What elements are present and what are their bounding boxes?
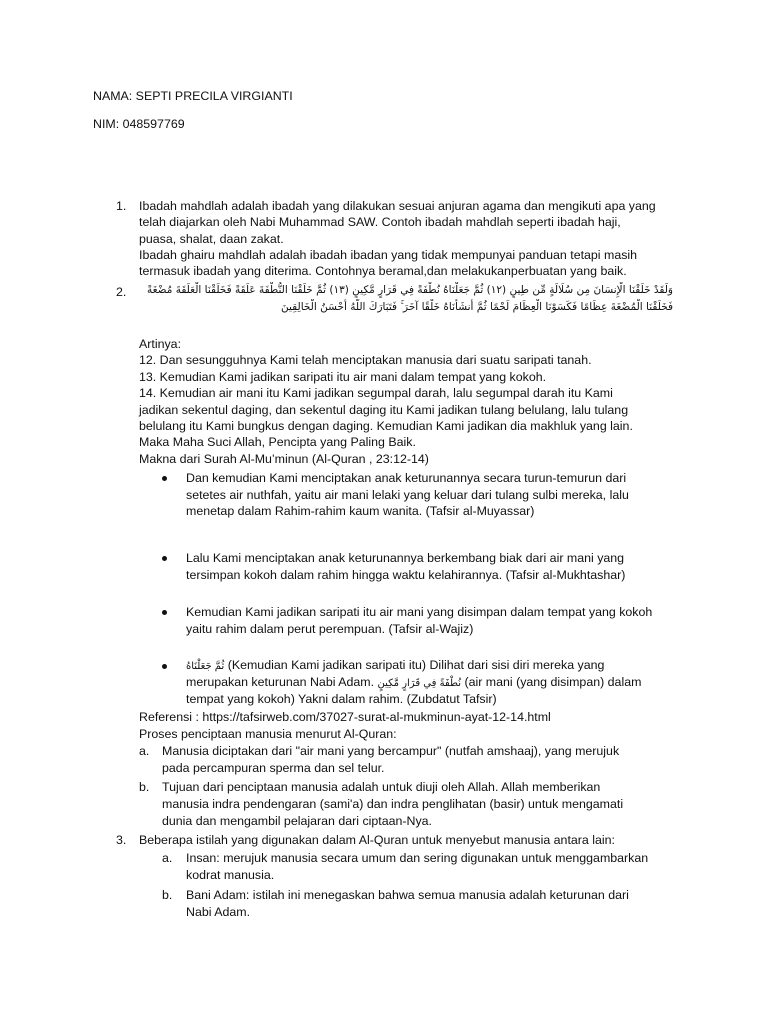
proses-title: Proses penciptaan manusia menurut Al-Quran: <box>139 727 397 741</box>
list-line: Tujuan dari penciptaan manusia adalah untuk diuji oleh Allah. Allah memberikan <box>162 780 601 794</box>
list-letter: a. <box>139 744 150 758</box>
list-letter: a. <box>162 851 173 865</box>
list-line: Bani Adam: istilah ini menegaskan bahwa semua manusia adalah keturunan dari <box>186 888 629 902</box>
q1-line: Ibadah ghairu mahdlah adalah ibadah ibadan yang tidak mempunyai panduan tetapi masih <box>139 248 638 262</box>
artinya-line: Maka Maha Suci Allah, Pencipta yang Paling Baik. <box>139 435 416 449</box>
referensi-text: Referensi : https://tafsirweb.com/37027-surat-al-mukminun-ayat-12-14.html <box>139 710 551 724</box>
list-letter: b. <box>139 780 150 794</box>
arabic-inline: ثُمَّ جَعَلْنَاهُ <box>186 661 225 672</box>
bullet-line: merupakan keturunan Nabi Adam. نُطْفَةً فِي قَرَارٍ مَّكِينٍ (air mani (yang disimpan) dalam <box>186 675 642 689</box>
list-line: Nabi Adam. <box>186 905 251 919</box>
list-line: Manusia diciptakan dari "air mani yang bercampur" (nutfah amshaaj), yang merujuk <box>162 744 620 758</box>
q2-number: 2. <box>116 285 127 299</box>
q3-number: 3. <box>116 833 127 847</box>
bullet-line: Lalu Kami menciptakan anak keturunannya berkembang biak dari air mani yang <box>186 551 625 565</box>
artinya-line: belulang itu Kami bungkus dengan daging. Kemudian Kami jadikan dia makhluk yang lain. <box>139 419 633 433</box>
artinya-line: 12. Dan sesungguhnya Kami telah menciptakan manusia dari suatu saripati tanah. <box>139 353 592 367</box>
q1-number: 1. <box>116 199 127 213</box>
bullet-line: tersimpan kokoh dalam rahim hingga waktu kelahirannya. (Tafsir al-Mukhtashar) <box>186 568 626 582</box>
bullet-point <box>162 556 167 561</box>
bullet-line: menetap dalam Rahim-rahim kaum wanita. (Tafsir al-Muyassar) <box>186 504 535 518</box>
list-line: pada percampuran sperma dan sel telur. <box>162 761 385 775</box>
q2-arabic-verse-line2: فَخَلَقْنَا الْمُضْغَةَ عِظَامًا فَكَسَوْنَا الْعِظَامَ لَحْمًا ثُمَّ أَنشَأْنَاهُ خَلْقًا آخَرَ ۚ فَتَبَارَكَ اللَّهُ أَحْسَنُ الْخَالِقِينَ <box>281 301 673 313</box>
artinya-line: jadikan sekentul daging, dan sekentul daging itu Kami jadikan tulang belulang, lalu tulang <box>139 403 629 417</box>
bullet-point <box>162 476 167 481</box>
arabic-inline: نُطْفَةً فِي قَرَارٍ مَّكِينٍ <box>377 678 461 689</box>
bullet-line: Kemudian Kami jadikan saripati itu air mani yang disimpan dalam tempat yang kokoh <box>186 605 653 619</box>
bullet-point <box>162 610 167 615</box>
bullet-line: Dan kemudian Kami menciptakan anak keturunannya secara turun-temurun dari <box>186 471 627 485</box>
artinya-line: 13. Kemudian Kami jadikan saripati itu air mani dalam tempat yang kokoh. <box>139 370 547 384</box>
student-nim: NIM: 048597769 <box>93 117 185 131</box>
list-line: dunia dan mengambil pelajaran dari ciptaan-Nya. <box>162 814 433 828</box>
q3-intro: Beberapa istilah yang digunakan dalam Al-Quran untuk menyebut manusia antara lain: <box>139 833 615 847</box>
q2-arabic-verse-line1: وَلَقَدْ خَلَقْنَا الْإِنسَانَ مِن سُلَالَةٍ مِّن طِينٍ (١٢) ثُمَّ جَعَلْنَاهُ نُطْفَةً فِي قَرَارٍ مَّكِينٍ (١٣) ثُمَّ خَلَقْنَا النُّطْفَةَ عَلَقَةً فَخَلَقْنَا الْعَلَقَةَ مُضْغَةً <box>146 284 673 296</box>
artinya-line: 14. Kemudian air mani itu Kami jadikan segumpal darah, lalu segumpal darah itu Kami <box>139 386 613 400</box>
bullet-point <box>162 664 167 669</box>
bullet-line: setetes air nuthfah, yaitu air mani lelaki yang keluar dari tulang sulbi mereka, lalu <box>186 488 629 502</box>
list-line: kodrat manusia. <box>186 868 275 882</box>
bullet-line: ثُمَّ جَعَلْنَاهُ (Kemudian Kami jadikan saripati itu) Dilihat dari sisi diri mereka yang <box>186 658 605 672</box>
artinya-label: Artinya: <box>139 337 182 351</box>
makna-title: Makna dari Surah Al-Mu’minun (Al-Quran , 23:12-14) <box>139 452 429 466</box>
q1-line: puasa, shalat, daan zakat. <box>139 232 284 246</box>
student-name: NAMA: SEPTI PRECILA VIRGIANTI <box>93 89 293 103</box>
list-line: manusia indra pendengaran (sami'a) dan indra penglihatan (basir) untuk mengamati <box>162 797 624 811</box>
q1-line: telah diajarkan oleh Nabi Muhammad SAW. Contoh ibadah mahdlah seperti ibadah haji, <box>139 215 621 229</box>
bullet-line: yaitu rahim dalam perut perempuan. (Tafsir al-Wajiz) <box>186 622 474 636</box>
bullet-line: tempat yang kokoh) Yakni dalam rahim. (Zubdatut Tafsir) <box>186 692 497 706</box>
q1-line: Ibadah mahdlah adalah ibadah yang dilakukan sesuai anjuran agama dan mengikuti apa yang <box>139 199 656 213</box>
list-line: Insan: merujuk manusia secara umum dan sering digunakan untuk menggambarkan <box>186 851 649 865</box>
list-letter: b. <box>162 888 173 902</box>
q1-line: termasuk ibadah yang diterima. Contohnya beramal,dan melakukanperbuatan yang baik. <box>139 264 627 278</box>
